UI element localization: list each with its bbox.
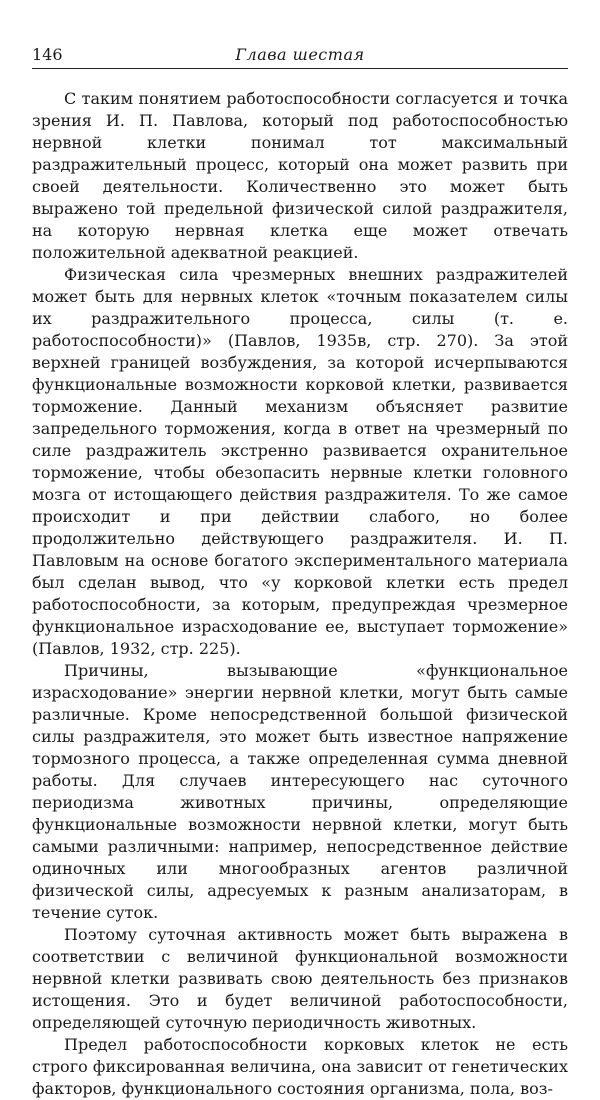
paragraph-1: С таким понятием работоспособности согласуется и точка зрения И. П. Павлова, который под работоспособностью нервной клетки понимал тот максимальный раздражительный процесс, который она может развить при своей деятельности. Количественно это может быть выражено той предельной физической силой раздражителя, на которую нервная клетка еще может отвечать положительной адекватной реакцией. (32, 89, 568, 262)
page-number: 146 (32, 45, 63, 64)
paragraph-5: Предел работоспособности корковых клеток не есть строго фиксированная величина, она зависит от генетических факторов, функционального состояния организма, пола, воз- (32, 1035, 568, 1098)
paragraph-2: Физическая сила чрезмерных внешних раздражителей может быть для нервных клеток «точным показателем силы их раздражительного процесса, силы (т. е. работоспособности)» (Павлов, 1935в, стр. 270). За этой верхней границей возбуждения, за которой исчерпываются функциональные возможности корковой клетки, развивается торможение. Данный механизм объясняет развитие запредельного торможения, когда в ответ на чрезмерный по силе раздражитель экстренно развивается охранительное торможение, чтобы обезопасить нервные клетки головного мозга от истощающего действия раздражителя. То же самое происходит и при действии слабого, но более продолжительно действующего раздражителя. И. П. Павловым на основе богатого экспериментального материала был сделан вывод, что «у корковой клетки есть предел работоспособности, за которым, предупреждая чрезмерное функциональное израсходование ее, выступает торможение» (Павлов, 1932, стр. 225). (32, 265, 568, 658)
page-header (32, 42, 568, 66)
page-body (32, 88, 568, 1100)
paragraph-4: Поэтому суточная активность может быть выражена в соответствии с величиной функциональной возможности нервной клетки развивать свою деятельность без признаков истощения. Это и будет величиной работоспособности, определяющей суточную периодичность животных. (32, 925, 568, 1032)
paragraph-3: Причины, вызывающие «функциональное израсходование» энергии нервной клетки, могут быть самые различные. Кроме непосредственной большой физической силы раздражителя, это может быть известное напряжение тормозного процесса, а также определенная сумма дневной работы. Для случаев интересующего нас суточного периодизма животных причины, определяющие функциональные возможности нервной клетки, могут быть самыми различными: например, непосредственное действие одиночных или многообразных агентов различной физической силы, адресуемых к разным анализаторам, в течение суток. (32, 661, 568, 922)
header-rule (32, 68, 568, 69)
chapter-title: Глава шестая (235, 45, 365, 64)
